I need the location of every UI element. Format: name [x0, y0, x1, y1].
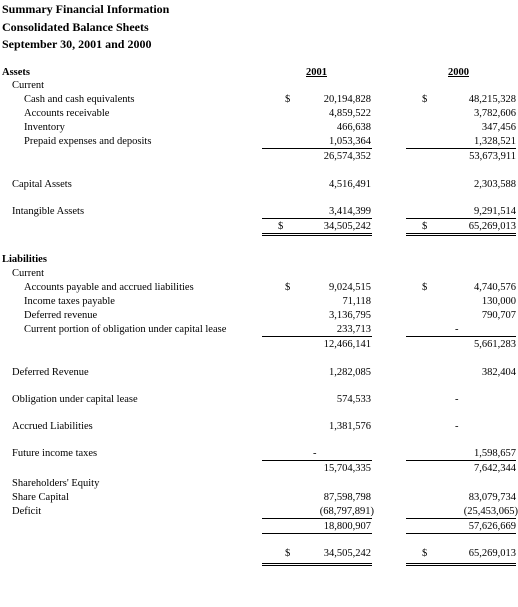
value-capital-lease-2000: -: [455, 394, 459, 405]
value-payables-2000: 4,740,576: [474, 282, 516, 293]
value-cash-2000: 48,215,328: [468, 94, 516, 105]
assets-total-2000: 65,269,013: [468, 221, 516, 232]
row-label-capital-lease-current: Current portion of obligation under capital lease: [24, 324, 227, 335]
row-label-accrued-liabilities: Accrued Liabilities: [12, 421, 93, 432]
currency-symbol: $: [422, 282, 428, 293]
value-deficit-2001: (68,797,891): [319, 506, 374, 517]
row-label-cash: Cash and cash equivalents: [24, 94, 135, 105]
assets-current-label: Current: [12, 80, 45, 91]
assets-current-total-2000: 53,673,911: [469, 151, 516, 162]
value-deferred-revenue-2000: 382,404: [481, 367, 516, 378]
subtotal-rule: [262, 460, 372, 461]
assets-heading: Assets: [2, 67, 30, 78]
subtotal-rule: [262, 148, 372, 149]
row-label-future-income-taxes: Future income taxes: [12, 448, 98, 459]
double-rule-bottom: [262, 565, 372, 566]
equity-total-2000: 57,626,669: [468, 521, 516, 532]
value-accrued-liabilities-2000: -: [455, 421, 459, 432]
subtotal-rule: [406, 336, 516, 337]
report-subtitle: Consolidated Balance Sheets: [2, 20, 149, 34]
row-label-inventory: Inventory: [24, 122, 65, 133]
value-capital-lease-current-2001: 233,713: [336, 324, 371, 335]
value-deferred-revenue-2001: 1,282,085: [329, 367, 371, 378]
value-inventory-2001: 466,638: [336, 122, 371, 133]
value-intangible-assets-2000: 9,291,514: [474, 206, 516, 217]
row-label-income-taxes: Income taxes payable: [24, 296, 115, 307]
row-label-capital-lease: Obligation under capital lease: [12, 394, 138, 405]
row-label-deferred-revenue: Deferred Revenue: [12, 367, 89, 378]
equity-total-2001: 18,800,907: [323, 521, 371, 532]
double-rule-bottom: [406, 565, 516, 566]
value-future-income-taxes-2000: 1,598,657: [474, 448, 516, 459]
subtotal-rule: [406, 460, 516, 461]
value-prepaid-2001: 1,053,364: [329, 136, 371, 147]
value-deferred-revenue-current-2000: 790,707: [481, 310, 516, 321]
value-payables-2001: 9,024,515: [329, 282, 371, 293]
row-label-receivable: Accounts receivable: [24, 108, 110, 119]
liabilities-heading: Liabilities: [2, 254, 47, 265]
liabilities-current-label: Current: [12, 268, 45, 279]
liabilities-current-total-2000: 5,661,283: [474, 339, 516, 350]
liabilities-total-2001: 15,704,335: [323, 463, 371, 474]
double-rule-top: [406, 563, 516, 564]
double-rule-top: [262, 233, 372, 234]
value-capital-lease-2001: 574,533: [336, 394, 371, 405]
total-rule: [406, 218, 516, 219]
row-label-share-capital: Share Capital: [12, 492, 69, 503]
report-title: Summary Financial Information: [2, 2, 170, 16]
currency-symbol: $: [285, 282, 291, 293]
value-share-capital-2001: 87,598,798: [323, 492, 371, 503]
subtotal-rule: [262, 336, 372, 337]
value-share-capital-2000: 83,079,734: [468, 492, 516, 503]
value-income-taxes-2000: 130,000: [481, 296, 516, 307]
row-label-capital-assets: Capital Assets: [12, 179, 72, 190]
value-prepaid-2000: 1,328,521: [474, 136, 516, 147]
value-inventory-2000: 347,456: [481, 122, 516, 133]
row-label-prepaid: Prepaid expenses and deposits: [24, 136, 152, 147]
value-income-taxes-2001: 71,118: [342, 296, 371, 307]
double-rule-bottom: [262, 235, 372, 236]
value-future-income-taxes-2001: -: [313, 448, 317, 459]
currency-symbol: $: [285, 94, 291, 105]
subtotal-rule: [262, 533, 372, 534]
assets-current-total-2001: 26,574,352: [323, 151, 371, 162]
value-receivable-2000: 3,782,606: [474, 108, 516, 119]
currency-symbol: $: [278, 221, 284, 232]
value-receivable-2001: 4,859,522: [329, 108, 371, 119]
subtotal-rule: [262, 518, 372, 519]
value-intangible-assets-2001: 3,414,399: [329, 206, 371, 217]
value-deficit-2000: (25,453,065): [463, 506, 518, 517]
row-label-intangible-assets: Intangible Assets: [12, 206, 85, 217]
subtotal-rule: [406, 518, 516, 519]
double-rule-top: [262, 563, 372, 564]
value-deferred-revenue-current-2001: 3,136,795: [329, 310, 371, 321]
equity-heading: Shareholders' Equity: [12, 478, 100, 489]
currency-symbol: $: [422, 548, 428, 559]
row-label-deferred-revenue-current: Deferred revenue: [24, 310, 98, 321]
row-label-deficit: Deficit: [12, 506, 42, 517]
subtotal-rule: [406, 148, 516, 149]
total-rule: [262, 218, 372, 219]
subtotal-rule: [406, 533, 516, 534]
double-rule-top: [406, 233, 516, 234]
row-label-payables: Accounts payable and accrued liabilities: [24, 282, 194, 293]
value-capital-assets-2001: 4,516,491: [329, 179, 371, 190]
grand-total-2000: 65,269,013: [468, 548, 516, 559]
currency-symbol: $: [422, 94, 428, 105]
liabilities-current-total-2001: 12,466,141: [323, 339, 371, 350]
report-date: September 30, 2001 and 2000: [2, 37, 152, 51]
value-cash-2001: 20,194,828: [323, 94, 371, 105]
currency-symbol: $: [285, 548, 291, 559]
value-capital-assets-2000: 2,303,588: [474, 179, 516, 190]
grand-total-2001: 34,505,242: [323, 548, 371, 559]
column-header-2001: 2001: [306, 67, 327, 78]
double-rule-bottom: [406, 235, 516, 236]
column-header-2000: 2000: [448, 67, 469, 78]
value-capital-lease-current-2000: -: [455, 324, 459, 335]
currency-symbol: $: [422, 221, 428, 232]
value-accrued-liabilities-2001: 1,381,576: [329, 421, 371, 432]
assets-total-2001: 34,505,242: [323, 221, 371, 232]
liabilities-total-2000: 7,642,344: [474, 463, 516, 474]
